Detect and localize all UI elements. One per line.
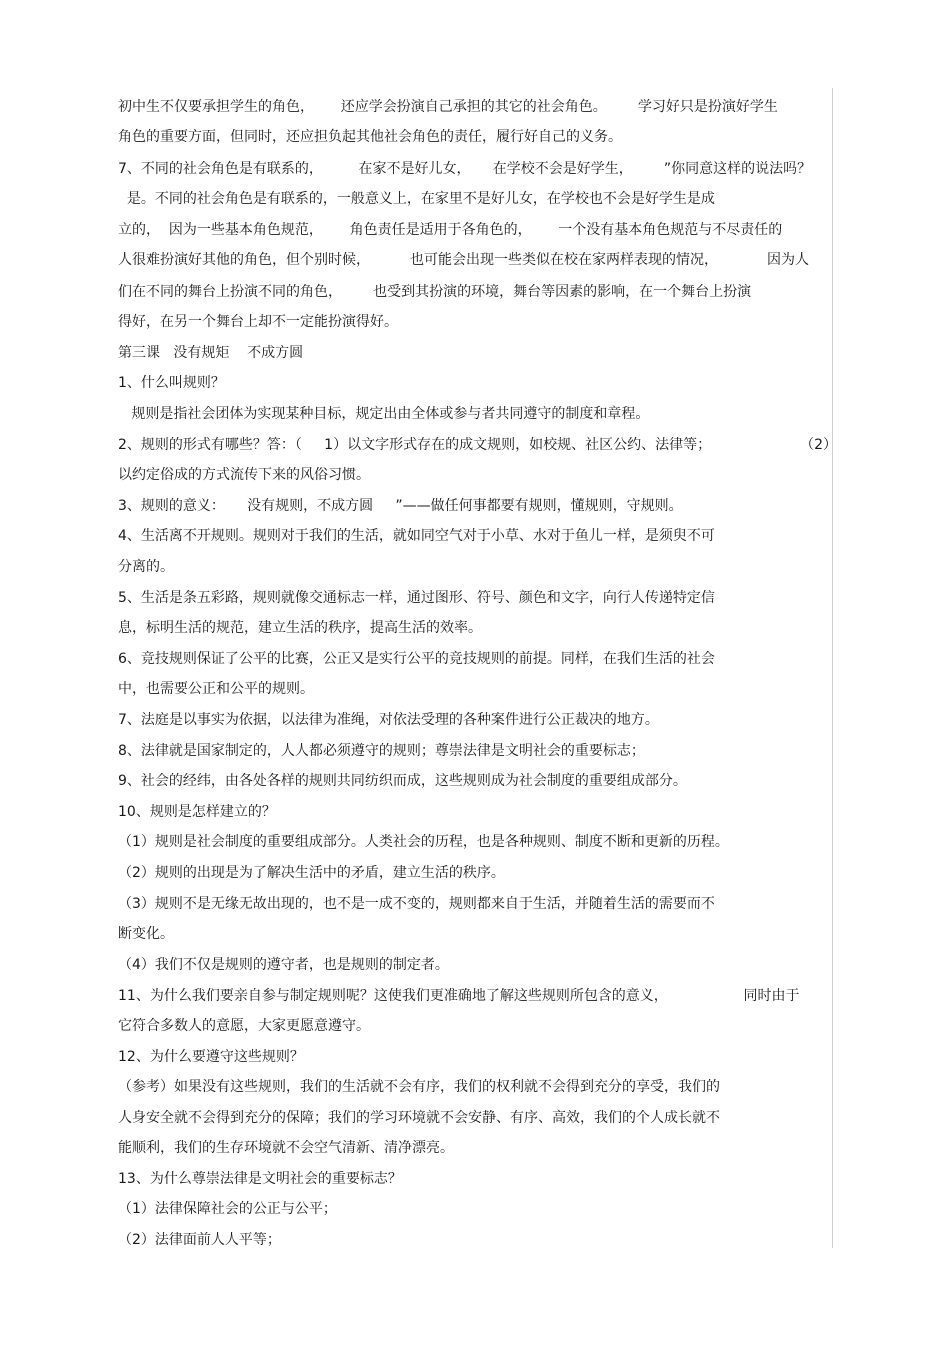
text-line: 中，也需要公正和公平的规则。 (118, 681, 314, 697)
text-line: 人身安全就不会得到充分的保障；我们的学习环境就不会安静、有序、高效，我们的个人成长就不 (118, 1110, 720, 1126)
text-line: 立的， 因为一些基本角色规范， 角色责任是适用于各角色的， 一个没有基本角色规范与不尽责任的 (118, 222, 783, 238)
text-line: 7、不同的社会角色是有联系的， 在家不是好儿女， 在学校不会是好学生， ”你同意这样的说法吗？ (118, 161, 812, 177)
text-line: 6、竞技规则保证了公平的比赛，公正又是实行公平的竞技规则的前提。同样，在我们生活的社会 (118, 651, 715, 667)
text-line: 息，标明生活的规范，建立生活的秩序，提高生活的效率。 (118, 620, 482, 636)
text-line: 9、社会的经纬，由各处各样的规则共同纺织而成，这些规则成为社会制度的重要组成部分。 (118, 773, 687, 789)
text-line: 7、法庭是以事实为依据，以法律为准绳，对依法受理的各种案件进行公正裁决的地方。 (118, 712, 659, 728)
text-line: （2）法律面前人人平等； (118, 1232, 281, 1248)
text-line: 13、为什么尊崇法律是文明社会的重要标志？ (118, 1171, 402, 1187)
text-line: 得好，在另一个舞台上却不一定能扮演得好。 (118, 314, 398, 330)
text-line: 分离的。 (118, 559, 174, 575)
text-line: （1）规则是社会制度的重要组成部分。人类社会的历程，也是各种规则、制度不断和更新的历程。 (118, 834, 729, 850)
text-line: 3、规则的意义： 没有规则，不成方圆 ”——做任何事都要有规则，懂规则，守规则。 (118, 498, 683, 514)
text-line: （3）规则不是无缘无故出现的，也不是一成不变的，规则都来自于生活，并随着生活的需要而不 (118, 896, 715, 912)
text-line: 以约定俗成的方式流传下来的风俗习惯。 (118, 467, 370, 483)
text-line: 初中生不仅要承担学生的角色， 还应学会扮演自己承担的其它的社会角色。 学习好只是扮演好学生 (118, 99, 778, 115)
text-line: 12、为什么要遵守这些规则？ (118, 1049, 304, 1065)
text-line: 人很难扮演好其他的角色，但个别时候， 也可能会出现一些类似在校在家两样表现的情况， 因为人 (118, 252, 810, 268)
text-line: 10、规则是怎样建立的？ (118, 804, 276, 820)
text-line: 5、生活是条五彩路，规则就像交通标志一样，通过图形、符号、颜色和文字，向行人传递特定信 (118, 590, 715, 606)
text-line: 规则是指社会团体为实现某种目标，规定出由全体或参与者共同遵守的制度和章程。 (118, 406, 650, 422)
text-line: 角色的重要方面，但同时，还应担负起其他社会角色的责任，履行好自己的义务。 (118, 129, 622, 145)
text-line: 1、什么叫规则？ (118, 375, 225, 391)
text-line: 能顺利，我们的生存环境就不会空气清新、清净漂亮。 (118, 1140, 454, 1156)
text-line: 4、生活离不开规则。规则对于我们的生活，就如同空气对于小草、水对于鱼儿一样，是须臾不可 (118, 528, 715, 544)
text-line: 们在不同的舞台上扮演不同的角色， 也受到其扮演的环境，舞台等因素的影响，在一个舞台上扮演 (118, 284, 752, 300)
text-line: （参考）如果没有这些规则，我们的生活就不会有序，我们的权利就不会得到充分的享受，我们的 (118, 1079, 720, 1095)
text-line: （2）规则的出现是为了解决生活中的矛盾，建立生活的秩序。 (118, 865, 505, 881)
text-line: 它符合多数人的意愿，大家更愿意遵守。 (118, 1018, 370, 1034)
text-line: （1）法律保障社会的公正与公平； (118, 1201, 337, 1217)
right-margin-rule (832, 88, 833, 1248)
text-line: 第三课 没有规矩 不成方圆 (118, 345, 304, 361)
text-line: 11、为什么我们要亲自参与制定规则呢？这使我们更准确地了解这些规则所包含的意义， 同时由于 (118, 988, 800, 1004)
text-line: （4）我们不仅是规则的遵守者，也是规则的制定者。 (118, 957, 449, 973)
text-line: 8、法律就是国家制定的，人人都必须遵守的规则；尊崇法律是文明社会的重要标志； (118, 743, 645, 759)
text-line: 2、规则的形式有哪些？答：（ 1）以文字形式存在的成文规则，如校规、社区公约、法律等； （2） (118, 437, 837, 453)
text-line: 是。不同的社会角色是有联系的，一般意义上，在家里不是好儿女，在学校也不会是好学生是成 (118, 191, 715, 207)
text-line: 断变化。 (118, 926, 174, 942)
